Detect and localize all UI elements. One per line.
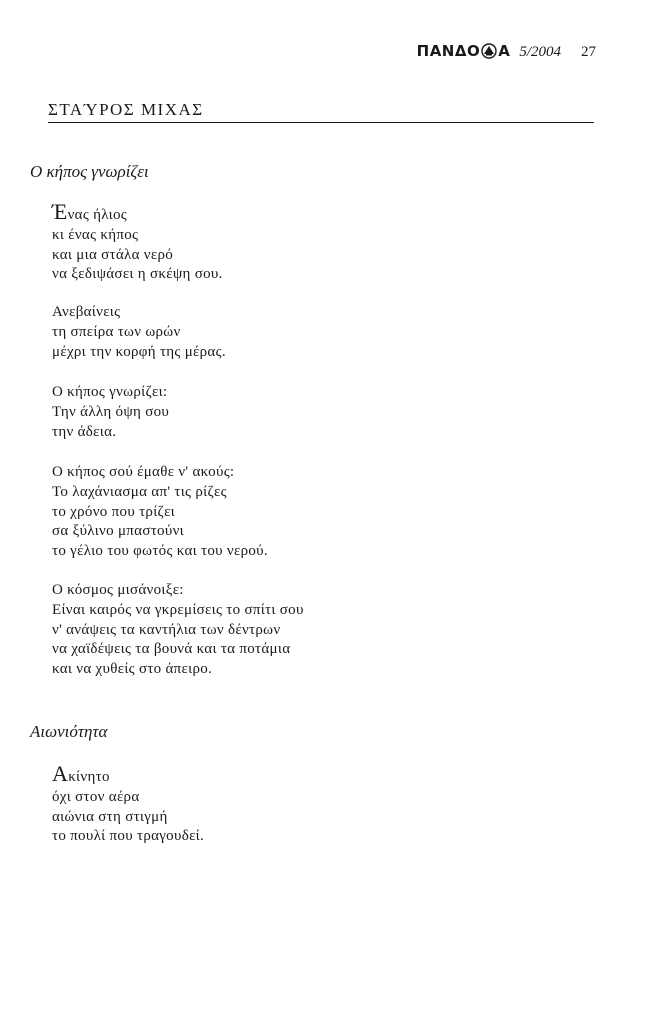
poem-line: Την άλλη όψη σου xyxy=(52,403,170,420)
poem-line: την άδεια. xyxy=(52,423,117,440)
page-number: 27 xyxy=(581,44,596,60)
drop-cap: Α xyxy=(52,761,69,786)
poem-line: να χαϊδέψεις τα βουνά και τα ποτάμια xyxy=(52,641,291,658)
poem-line: Ο κήπος γνωρίζει: xyxy=(52,384,168,400)
author-name: ΣΤΑΎΡΟΣ ΜΙΧΑΣ xyxy=(48,100,204,119)
poem-line: Ακίνητο xyxy=(52,761,110,786)
poem-line: Είναι καιρός να γκρεμίσεις το σπίτι σου xyxy=(52,601,304,618)
poem-line: όχι στον αέρα xyxy=(52,788,140,805)
poem-stanza xyxy=(52,303,226,362)
poem-line: Ο κόσμος μισάνοιξε: xyxy=(52,582,184,598)
poem-stanza xyxy=(52,199,223,285)
poem-stanza xyxy=(52,383,169,442)
poem-line: κι ένας κήπος xyxy=(52,226,139,243)
poem-line: και να χυθείς στο άπειρο. xyxy=(52,661,213,678)
drop-cap: Έ xyxy=(52,199,68,224)
poem-line: και μια στάλα νερό xyxy=(52,246,174,263)
magazine-logo-icon xyxy=(481,43,497,59)
poem-line: Ένας ήλιος xyxy=(52,199,128,224)
poem-line: να ξεδιψάσει η σκέψη σου. xyxy=(52,266,223,283)
poem-line: μέχρι την κορφή της μέρας. xyxy=(52,343,226,360)
poem-line: το χρόνο που τρίζει xyxy=(52,503,175,520)
poem-line: σα ξύλινο μπαστούνι xyxy=(52,523,184,540)
page-header xyxy=(417,42,596,61)
issue-number: 5/2004 xyxy=(519,44,561,60)
poem-line: Ο κήπος σού έμαθε ν' ακούς: xyxy=(52,464,235,480)
poem-line: Το λαχάνιασμα απ' τις ρίζες xyxy=(52,483,227,500)
poem-stanza xyxy=(52,581,304,680)
poem-line: ν' ανάψεις τα καντήλια των δέντρων xyxy=(52,621,281,638)
poem-stanza xyxy=(52,463,268,562)
poem-title: Ο κήπος γνωρίζει xyxy=(30,162,149,181)
poem-line: αιώνια στη στιγμή xyxy=(52,808,168,825)
poem-line: το πουλί που τραγουδεί. xyxy=(52,828,205,845)
poem-stanza xyxy=(52,761,205,847)
header-divider xyxy=(48,122,594,123)
poem-line: τη σπείρα των ωρών xyxy=(52,323,181,340)
magazine-name xyxy=(417,42,511,60)
poem-line: Ανεβαίνεις xyxy=(52,304,121,320)
poem-title: Αιωνιότητα xyxy=(30,722,108,741)
magazine-name-left: ΠΑΝΔΟ xyxy=(416,42,481,60)
poem-line: το γέλιο του φωτός και του νερού. xyxy=(52,543,268,560)
magazine-name-right: Α xyxy=(498,42,511,60)
